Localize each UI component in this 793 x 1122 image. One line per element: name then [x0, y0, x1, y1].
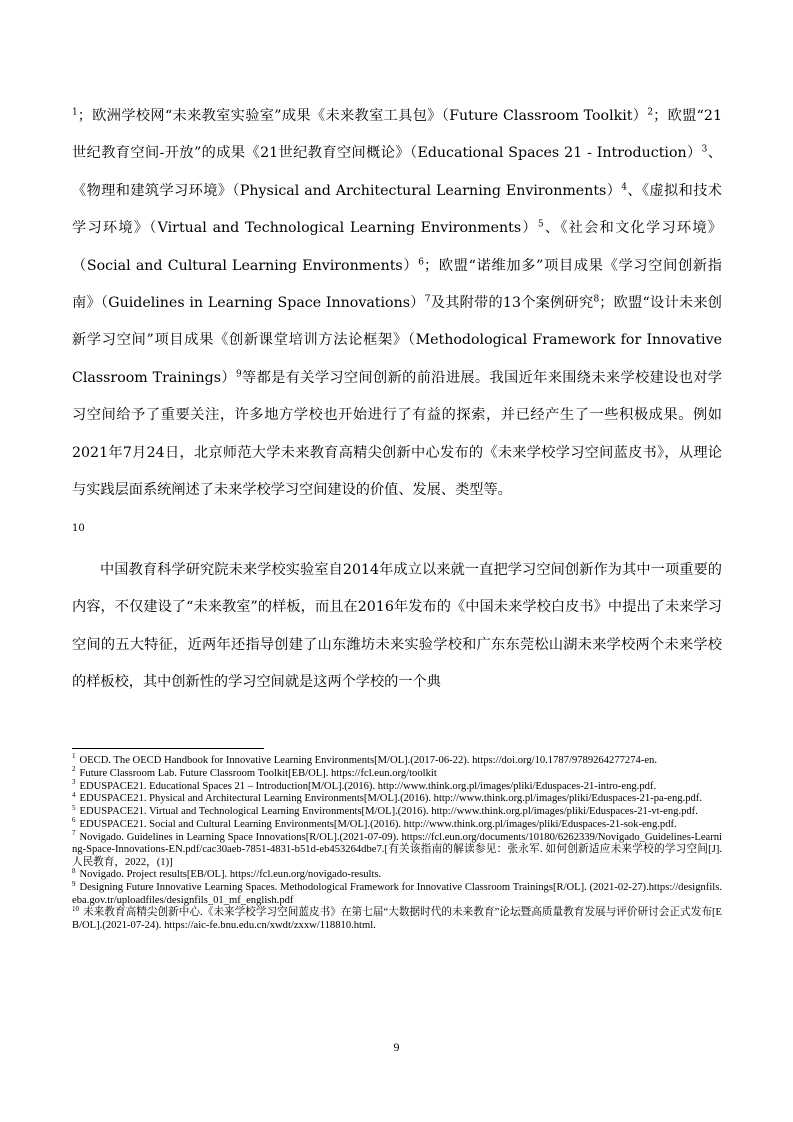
footnote-text: EDUSPACE21. Physical and Architectural Learning Environments[M/OL].(2016). http://www.think.org.pl/images/pliki/Eduspaces-21-pa-eng.pdf.	[79, 793, 702, 805]
footnote-item	[72, 752, 722, 767]
text-segment: 、《社会和文化学习环境》（Social and Cultural Learning Environments）	[72, 220, 722, 274]
footnote-item	[72, 765, 722, 780]
footnote-ref-10[interactable]: 10	[72, 523, 85, 535]
footnote-separator	[72, 748, 264, 749]
footnote-text: EDUSPACE21. Social and Cultural Learning Environments[M/OL].(2016). http://www.think.org.pl/images/pliki/Eduspaces-21-sok-eng.pdf.	[79, 818, 677, 830]
footnote-item	[72, 879, 722, 907]
footnote-text: Future Classroom Lab. Future Classroom Toolkit[EB/OL]. https://fcl.eun.org/toolkit	[79, 767, 437, 779]
text-segment: ；欧盟“诺维加多”项目成果《学习空间创新指南》（Guidelines in Learning Space Innovations）	[72, 257, 722, 312]
page-number: 9	[393, 1040, 400, 1054]
footnote-text: Novigado. Project results[EB/OL]. https://fcl.eun.org/novigado-results.	[79, 869, 382, 881]
text-segment: ；欧盟“设计未来创新学习空间”项目成果《创新课堂培训方法论框架》（Methodological Framework for Innovative Classroom Trainings）	[72, 295, 722, 386]
text-segment: ；欧洲学校网“未来教室实验室”成果《未来教室工具包》（Future Classroom Toolkit）	[77, 108, 648, 124]
footnote-item	[72, 803, 722, 818]
footnote-item	[72, 790, 722, 805]
footnote-text: Novigado. Guidelines in Learning Space Innovations[R/OL].(2021-07-09). https://fcl.eun.org/documents/10180/6262339/Novigado_Guidelines-Learning-Space-Innovations-EN.pdf/cac30aeb-7851-4831-b51d-eb453264dbe7.[有关该指南的解读参见：张永军. 如何创新适应未来学校的学习空间[J].人民教育，2022，(1)]	[72, 831, 722, 868]
text-segment: 、《虚拟和技术学习环境》（Virtual and Technological Learning Environments）	[72, 182, 722, 237]
footnote-item	[72, 866, 722, 881]
footnote-number: 4	[72, 790, 76, 799]
body-paragraph-1	[72, 98, 722, 548]
footnote-item	[72, 829, 722, 869]
footnote-ref-9[interactable]: 9	[235, 369, 242, 380]
footnote-text: Designing Future Innovative Learning Spaces. Methodological Framework for Innovative Classroom Trainings[R/OL]. (2021-02-27).https://designfils.eba.gov.tr/uploadfiles/designfils_01_mf_english.pdf	[72, 882, 722, 906]
footnote-number: 6	[72, 816, 76, 825]
footnote-number: 3	[72, 778, 76, 787]
footnote-ref-3[interactable]: 3	[701, 144, 708, 155]
footnote-ref-4[interactable]: 4	[621, 182, 628, 193]
footnote-ref-8[interactable]: 8	[593, 294, 600, 305]
footnote-number: 1	[72, 752, 76, 761]
footnote-number: 5	[72, 803, 76, 812]
footnote-list	[72, 752, 722, 933]
footnote-ref-7[interactable]: 7	[424, 294, 431, 305]
footnote-text: EDUSPACE21. Educational Spaces 21 – Introduction[M/OL].(2016). http://www.think.org.pl/images/pliki/Eduspaces-21-intro-eng.pdf.	[79, 780, 657, 792]
footnote-number: 8	[72, 866, 76, 875]
footnote-number: 2	[72, 765, 76, 774]
footnote-number: 9	[72, 879, 76, 888]
text-segment: 、《物理和建筑学习环境》（Physical and Architectural Learning Environments）	[72, 145, 722, 199]
footnote-item	[72, 904, 722, 932]
footnote-ref-6[interactable]: 6	[418, 256, 425, 267]
text-segment: 及其附带的13个案例研究	[430, 295, 594, 312]
text-segment: ；欧盟“21世纪教育空间-开放”的成果《21世纪教育空间概论》（Educational Spaces 21 - Introduction）	[72, 108, 722, 162]
footnote-text: OECD. The OECD Handbook for Innovative Learning Environments[M/OL].(2017-06-22). https://doi.org/10.1787/9789264277274-en.	[79, 755, 657, 766]
footnote-item	[72, 816, 722, 831]
footnote-ref-5[interactable]: 5	[537, 219, 544, 230]
footnote-item	[72, 778, 722, 793]
text-segment: 等都是有关学习空间创新的前沿进展。我国近年来围绕未来学校建设也对学习空间给予了重要关注，许多地方学校也开始进行了有益的探索，并已经产生了一些积极成果。例如2021年7月24日，北京师范大学未来教育高精尖创新中心发布的《未来学校学习空间蓝皮书》，从理论与实践层面系统阐述了未来学校学习空间建设的价值、发展、类型等。	[72, 369, 722, 499]
footnote-ref-2[interactable]: 2	[647, 107, 654, 118]
footnote-text: 未来教育高精尖创新中心.《未来学校学习空间蓝皮书》在第七届“大数据时代的未来教育”论坛暨高质量教育发展与评价研讨会正式发布[EB/OL].(2021-07-24). https://aic-fe.bnu.edu.cn/xwdt/zxxw/118810.html.	[72, 907, 722, 931]
footnote-number: 7	[72, 829, 76, 838]
footnote-number: 10	[72, 904, 79, 913]
footnote-ref-1[interactable]: 1	[72, 107, 78, 118]
footnote-text: EDUSPACE21. Virtual and Technological Learning Environments[M/OL].(2016). http://www.think.org.pl/images/pliki/Eduspaces-21-vt-eng.pdf.	[79, 806, 698, 818]
body-paragraph-2: 中国教育科学研究院未来学校实验室自2014年成立以来就一直把学习空间创新作为其中一项重要的内容，不仅建设了“未来教室”的样板，而且在2016年发布的《中国未来学校白皮书》中提出了未来学习空间的五大特征，近两年还指导创建了山东潍坊未来实验学校和广东东莞松山湖未来学校两个未来学校的样板校，其中创新性的学习空间就是这两个学校的一个典	[72, 562, 722, 691]
